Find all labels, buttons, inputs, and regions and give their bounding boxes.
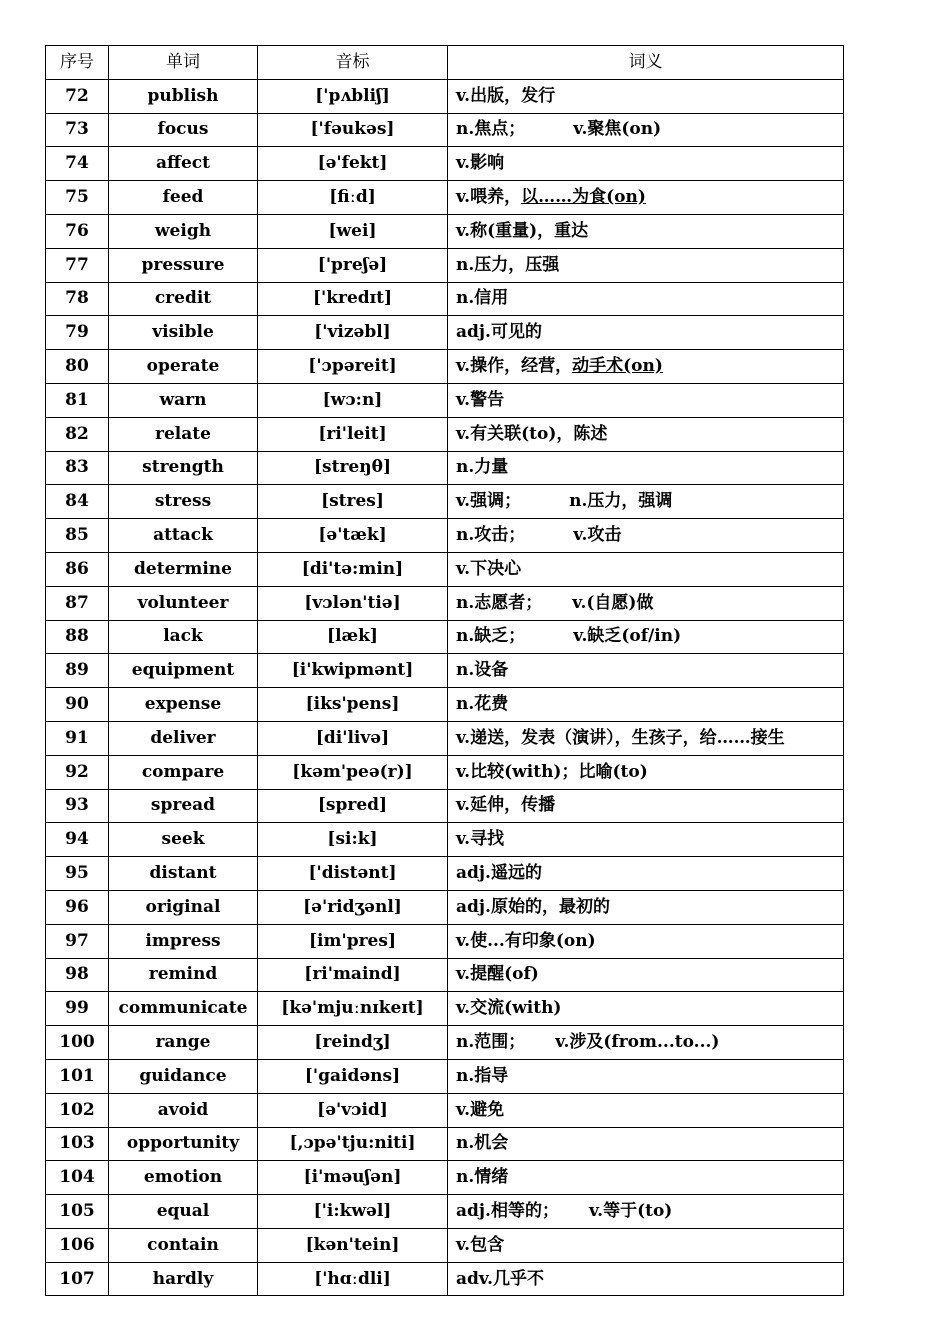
meaning-segment: v.涉及(from...to...) <box>555 1032 720 1052</box>
meaning-segment: adj.相等的； <box>456 1200 559 1221</box>
row-phonetic: [stres] <box>258 485 448 519</box>
row-word: lack <box>109 620 258 654</box>
meaning-segment: n.志愿者； <box>456 592 543 613</box>
header-number: 序号 <box>46 46 109 80</box>
row-word: seek <box>109 823 258 857</box>
row-phonetic: [kə'mjuːnɪkeɪt] <box>258 992 448 1026</box>
row-word: opportunity <box>109 1127 258 1161</box>
row-number: 96 <box>46 890 109 924</box>
table-row <box>46 857 844 891</box>
meaning-segment: v.避免 <box>456 1099 505 1120</box>
meaning-segment: v.交流(with) <box>456 998 562 1019</box>
meaning-segment: adj.遥远的 <box>456 863 542 884</box>
table-row <box>46 350 844 384</box>
row-phonetic: [wei] <box>258 214 448 248</box>
row-word: guidance <box>109 1059 258 1093</box>
row-word: equal <box>109 1195 258 1229</box>
meaning-segment: v.提醒(of) <box>456 964 539 985</box>
row-phonetic: ['pʌbliʃ] <box>258 79 448 113</box>
row-word: credit <box>109 282 258 316</box>
row-meaning <box>448 1228 844 1262</box>
row-phonetic: [wɔ:n] <box>258 383 448 417</box>
row-meaning <box>448 282 844 316</box>
row-meaning <box>448 350 844 384</box>
row-phonetic: [di'tə:min] <box>258 552 448 586</box>
row-phonetic: [ə'tæk] <box>258 519 448 553</box>
row-word: original <box>109 890 258 924</box>
row-number: 79 <box>46 316 109 350</box>
row-word: pressure <box>109 248 258 282</box>
row-word: avoid <box>109 1093 258 1127</box>
row-number: 91 <box>46 721 109 755</box>
table-row <box>46 1059 844 1093</box>
row-number: 83 <box>46 451 109 485</box>
meaning-segment: adj.原始的，最初的 <box>456 896 610 917</box>
row-phonetic: [læk] <box>258 620 448 654</box>
row-word: strength <box>109 451 258 485</box>
row-meaning <box>448 992 844 1026</box>
row-number: 106 <box>46 1228 109 1262</box>
row-phonetic: [reindʒ] <box>258 1026 448 1060</box>
row-number: 73 <box>46 113 109 147</box>
row-meaning <box>448 755 844 789</box>
row-meaning <box>448 147 844 181</box>
row-meaning <box>448 823 844 857</box>
row-phonetic: [ri'leit] <box>258 417 448 451</box>
meaning-segment: v.有关联(to)，陈述 <box>456 423 608 444</box>
row-phonetic: [i'məuʃən] <box>258 1161 448 1195</box>
row-number: 76 <box>46 214 109 248</box>
meaning-segment: v.使...有印象(on) <box>456 930 596 951</box>
row-meaning <box>448 519 844 553</box>
table-row <box>46 992 844 1026</box>
table-row <box>46 1161 844 1195</box>
row-number: 74 <box>46 147 109 181</box>
row-word: affect <box>109 147 258 181</box>
row-word: operate <box>109 350 258 384</box>
table-row <box>46 688 844 722</box>
table-row <box>46 147 844 181</box>
row-phonetic: [,ɔpə'tju:niti] <box>258 1127 448 1161</box>
meaning-segment: n.设备 <box>456 660 509 681</box>
row-meaning <box>448 214 844 248</box>
row-number: 93 <box>46 789 109 823</box>
row-meaning <box>448 79 844 113</box>
row-meaning <box>448 688 844 722</box>
row-number: 87 <box>46 586 109 620</box>
row-number: 107 <box>46 1262 109 1296</box>
row-phonetic: [i'kwipmənt] <box>258 654 448 688</box>
meaning-segment: v.缺乏(of/in) <box>573 626 682 647</box>
row-phonetic: ['vizəbl] <box>258 316 448 350</box>
row-word: attack <box>109 519 258 553</box>
vocab-table <box>45 45 844 1296</box>
table-row <box>46 79 844 113</box>
table-row <box>46 248 844 282</box>
row-phonetic: [ri'maind] <box>258 958 448 992</box>
row-word: weigh <box>109 214 258 248</box>
row-number: 82 <box>46 417 109 451</box>
row-meaning <box>448 620 844 654</box>
row-meaning <box>448 654 844 688</box>
meaning-segment: v.递送，发表（演讲），生孩子，给……接生 <box>456 727 785 748</box>
table-row <box>46 451 844 485</box>
meaning-segment: v.警告 <box>456 389 505 410</box>
row-number: 94 <box>46 823 109 857</box>
row-meaning <box>448 1161 844 1195</box>
row-number: 100 <box>46 1026 109 1060</box>
row-meaning <box>448 485 844 519</box>
row-phonetic: [ə'ridʒənl] <box>258 890 448 924</box>
row-phonetic: [di'livə] <box>258 721 448 755</box>
meaning-segment: v.下决心 <box>456 558 522 579</box>
meaning-segment: n.信用 <box>456 288 509 309</box>
meaning-segment: n.缺乏； <box>456 626 526 647</box>
row-number: 77 <box>46 248 109 282</box>
table-row <box>46 552 844 586</box>
header-row <box>46 46 844 80</box>
row-meaning <box>448 1093 844 1127</box>
table-row <box>46 1228 844 1262</box>
table-row <box>46 586 844 620</box>
row-number: 102 <box>46 1093 109 1127</box>
meaning-segment: v.包含 <box>456 1234 505 1255</box>
row-meaning <box>448 586 844 620</box>
table-row <box>46 654 844 688</box>
row-word: expense <box>109 688 258 722</box>
row-phonetic: [iks'pens] <box>258 688 448 722</box>
meaning-segment: n.力量 <box>456 457 509 478</box>
header-meaning: 词义 <box>448 46 844 80</box>
row-phonetic: ['kredɪt] <box>258 282 448 316</box>
meaning-segment: n.指导 <box>456 1065 509 1086</box>
row-word: range <box>109 1026 258 1060</box>
row-number: 90 <box>46 688 109 722</box>
meaning-segment: n.机会 <box>456 1133 509 1154</box>
row-meaning <box>448 181 844 215</box>
row-meaning <box>448 1127 844 1161</box>
row-word: focus <box>109 113 258 147</box>
row-meaning <box>448 857 844 891</box>
row-word: compare <box>109 755 258 789</box>
row-phonetic: ['hɑːdli] <box>258 1262 448 1296</box>
row-meaning <box>448 113 844 147</box>
row-meaning <box>448 721 844 755</box>
row-word: communicate <box>109 992 258 1026</box>
row-number: 81 <box>46 383 109 417</box>
row-number: 85 <box>46 519 109 553</box>
row-meaning <box>448 1059 844 1093</box>
row-phonetic: [ə'fekt] <box>258 147 448 181</box>
row-phonetic: [kəm'peə(r)] <box>258 755 448 789</box>
row-word: distant <box>109 857 258 891</box>
row-word: stress <box>109 485 258 519</box>
table-row <box>46 316 844 350</box>
meaning-segment: v.(自愿)做 <box>572 592 654 613</box>
meaning-segment: v.强调； <box>456 491 522 512</box>
row-number: 80 <box>46 350 109 384</box>
row-phonetic: [streŋθ] <box>258 451 448 485</box>
table-row <box>46 282 844 316</box>
row-meaning <box>448 1026 844 1060</box>
meaning-segment: n.情绪 <box>456 1167 509 1188</box>
row-number: 101 <box>46 1059 109 1093</box>
meaning-segment: v.攻击 <box>573 525 622 546</box>
meaning-segment: v.出版，发行 <box>456 85 556 106</box>
header-phonetic: 音标 <box>258 46 448 80</box>
row-word: contain <box>109 1228 258 1262</box>
table-row <box>46 755 844 789</box>
row-number: 86 <box>46 552 109 586</box>
meaning-segment: n.压力，强调 <box>569 491 673 512</box>
table-row <box>46 620 844 654</box>
table-row <box>46 485 844 519</box>
row-meaning <box>448 552 844 586</box>
meaning-segment: 动手术(on) <box>572 356 663 377</box>
table-row <box>46 789 844 823</box>
row-number: 75 <box>46 181 109 215</box>
table-row <box>46 417 844 451</box>
row-word: deliver <box>109 721 258 755</box>
table-row <box>46 1195 844 1229</box>
table-row <box>46 519 844 553</box>
row-word: determine <box>109 552 258 586</box>
row-word: publish <box>109 79 258 113</box>
row-word: impress <box>109 924 258 958</box>
row-meaning <box>448 383 844 417</box>
row-word: remind <box>109 958 258 992</box>
row-meaning <box>448 958 844 992</box>
table-row <box>46 1093 844 1127</box>
row-word: equipment <box>109 654 258 688</box>
row-word: visible <box>109 316 258 350</box>
row-number: 97 <box>46 924 109 958</box>
row-number: 92 <box>46 755 109 789</box>
row-word: feed <box>109 181 258 215</box>
row-meaning <box>448 924 844 958</box>
row-number: 89 <box>46 654 109 688</box>
row-word: hardly <box>109 1262 258 1296</box>
row-word: spread <box>109 789 258 823</box>
table-row <box>46 823 844 857</box>
row-meaning <box>448 789 844 823</box>
row-number: 105 <box>46 1195 109 1229</box>
meaning-segment: v.喂养， <box>456 187 522 208</box>
header-word: 单词 <box>109 46 258 80</box>
row-word: warn <box>109 383 258 417</box>
meaning-segment: v.聚焦(on) <box>573 119 662 140</box>
row-phonetic: ['i:kwəl] <box>258 1195 448 1229</box>
meaning-segment: n.范围； <box>456 1032 526 1052</box>
row-phonetic: [vɔlən'tiə] <box>258 586 448 620</box>
meaning-segment: adj.可见的 <box>456 322 542 343</box>
meaning-segment: v.称(重量)，重达 <box>456 220 589 241</box>
row-number: 95 <box>46 857 109 891</box>
table-body <box>46 79 844 1296</box>
meaning-segment: v.操作，经营， <box>456 356 573 377</box>
row-phonetic: ['distənt] <box>258 857 448 891</box>
table-row <box>46 383 844 417</box>
row-number: 103 <box>46 1127 109 1161</box>
table-row <box>46 1127 844 1161</box>
meaning-segment: v.寻找 <box>456 829 505 850</box>
row-word: relate <box>109 417 258 451</box>
meaning-segment: n.焦点； <box>456 119 526 140</box>
row-phonetic: [ə'vɔid] <box>258 1093 448 1127</box>
row-phonetic: [im'pres] <box>258 924 448 958</box>
table-row <box>46 958 844 992</box>
row-meaning <box>448 890 844 924</box>
row-number: 72 <box>46 79 109 113</box>
row-word: volunteer <box>109 586 258 620</box>
row-phonetic: [kən'tein] <box>258 1228 448 1262</box>
table-row <box>46 1026 844 1060</box>
row-phonetic: ['fəukəs] <box>258 113 448 147</box>
table-row <box>46 214 844 248</box>
meaning-segment: v.影响 <box>456 153 505 174</box>
row-number: 99 <box>46 992 109 1026</box>
row-meaning <box>448 316 844 350</box>
row-phonetic: [fiːd] <box>258 181 448 215</box>
table-row <box>46 113 844 147</box>
meaning-segment: v.等于(to) <box>588 1200 673 1221</box>
row-number: 98 <box>46 958 109 992</box>
table-row <box>46 181 844 215</box>
row-phonetic: [spred] <box>258 789 448 823</box>
row-meaning <box>448 451 844 485</box>
table-row <box>46 890 844 924</box>
meaning-segment: n.攻击； <box>456 525 526 546</box>
meaning-segment: v.延伸，传播 <box>456 795 556 816</box>
row-number: 104 <box>46 1161 109 1195</box>
row-phonetic: ['gaidəns] <box>258 1059 448 1093</box>
row-phonetic: [si:k] <box>258 823 448 857</box>
meaning-segment: adv.几乎不 <box>456 1268 544 1289</box>
meaning-segment: n.压力，压强 <box>456 254 560 275</box>
row-number: 88 <box>46 620 109 654</box>
row-number: 78 <box>46 282 109 316</box>
meaning-segment: 以……为食(on) <box>521 187 646 208</box>
row-meaning <box>448 1262 844 1296</box>
row-phonetic: ['ɔpəreit] <box>258 350 448 384</box>
row-phonetic: ['preʃə] <box>258 248 448 282</box>
row-meaning <box>448 248 844 282</box>
meaning-segment: n.花费 <box>456 694 509 715</box>
row-meaning <box>448 1195 844 1229</box>
row-word: emotion <box>109 1161 258 1195</box>
meaning-segment: v.比较(with)；比喻(to) <box>456 761 648 782</box>
table-row <box>46 1262 844 1296</box>
row-number: 84 <box>46 485 109 519</box>
table-row <box>46 924 844 958</box>
row-meaning <box>448 417 844 451</box>
table-row <box>46 721 844 755</box>
